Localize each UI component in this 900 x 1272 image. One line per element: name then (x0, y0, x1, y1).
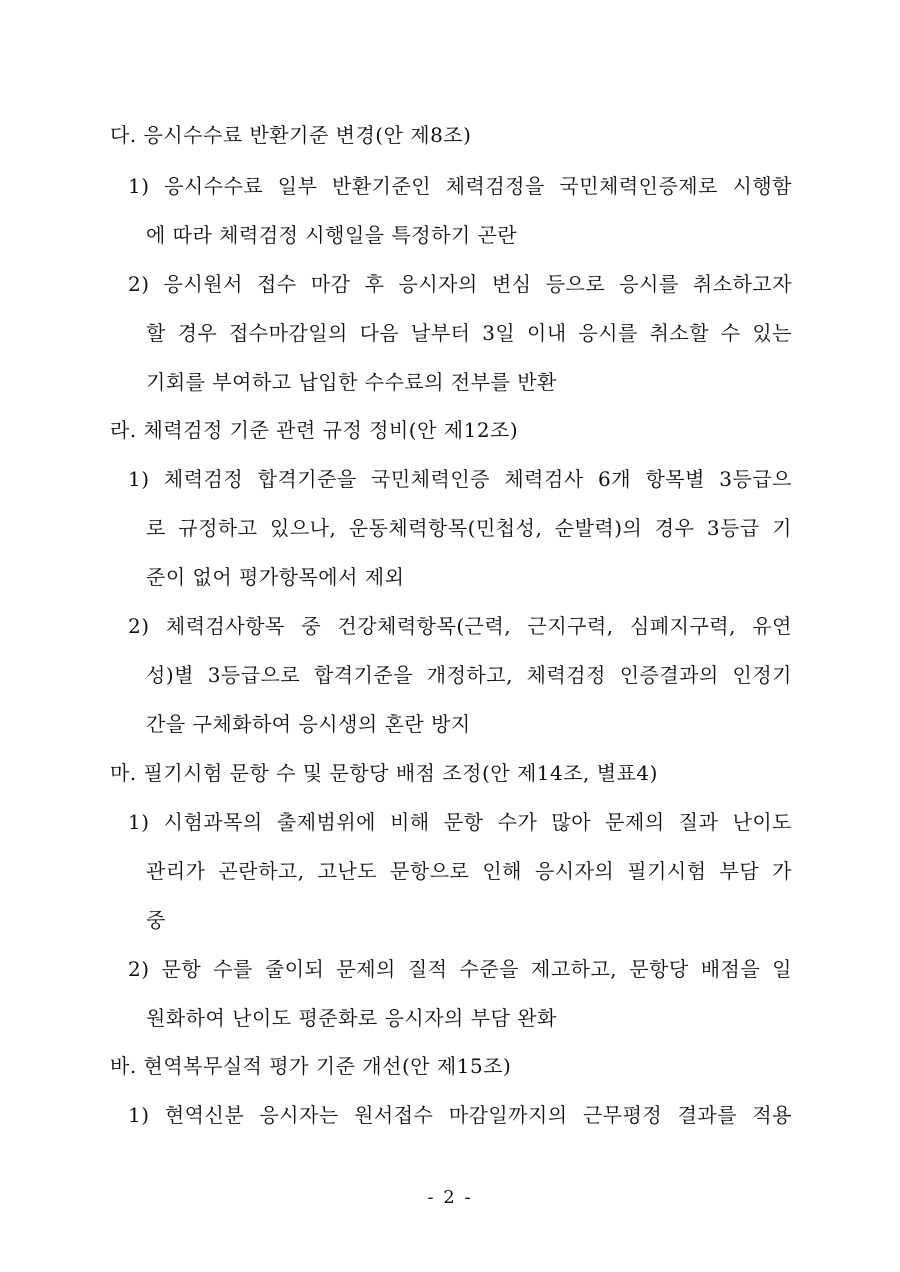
list-item-continuation: 로 규정하고 있으나, 운동체력항목(민첩성, 순발력)의 경우 3등급 기 (146, 516, 792, 540)
list-item: 2) 체력검사항목 중 건강체력항목(근력, 근지구력, 심폐지구력, 유연 (128, 614, 792, 638)
list-item-continuation: 중 (146, 908, 166, 932)
list-item-continuation: 관리가 곤란하고, 고난도 문항으로 인해 응시자의 필기시험 부담 가 (146, 859, 792, 883)
list-item-continuation: 원화하여 난이도 평준화로 응시자의 부담 완화 (146, 1006, 557, 1030)
list-item: 1) 시험과목의 출제범위에 비해 문항 수가 많아 문제의 질과 난이도 (128, 810, 792, 834)
section-heading: 다. 응시수수료 반환기준 변경(안 제8조) (110, 123, 472, 147)
list-item: 2) 문항 수를 줄이되 문제의 질적 수준을 제고하고, 문항당 배점을 일 (128, 957, 792, 981)
page-number: - 2 - (427, 1187, 473, 1208)
list-item: 1) 체력검정 합격기준을 국민체력인증 체력검사 6개 항목별 3등급으 (128, 467, 792, 491)
list-item-continuation: 할 경우 접수마감일의 다음 날부터 3일 이내 응시를 취소할 수 있는 (146, 321, 792, 345)
list-item: 1) 현역신분 응시자는 원서접수 마감일까지의 근무평정 결과를 적용 (128, 1103, 792, 1127)
section-heading: 라. 체력검정 기준 관련 규정 정비(안 제12조) (110, 418, 519, 442)
list-item-continuation: 준이 없어 평가항목에서 제외 (146, 565, 405, 589)
list-item-continuation: 성)별 3등급으로 합격기준을 개정하고, 체력검정 인증결과의 인정기 (146, 663, 792, 687)
section-heading: 바. 현역복무실적 평가 기준 개선(안 제15조) (110, 1054, 512, 1078)
section-heading: 마. 필기시험 문항 수 및 문항당 배점 조정(안 제14조, 별표4) (110, 761, 658, 785)
list-item-continuation: 기회를 부여하고 납입한 수수료의 전부를 반환 (146, 370, 557, 394)
list-item: 1) 응시수수료 일부 반환기준인 체력검정을 국민체력인증제로 시행함 (128, 174, 792, 198)
list-item-continuation: 간을 구체화하여 응시생의 혼란 방지 (146, 712, 471, 736)
list-item: 2) 응시원서 접수 마감 후 응시자의 변심 등으로 응시를 취소하고자 (128, 272, 792, 296)
list-item-continuation: 에 따라 체력검정 시행일을 특정하기 곤란 (146, 223, 518, 247)
